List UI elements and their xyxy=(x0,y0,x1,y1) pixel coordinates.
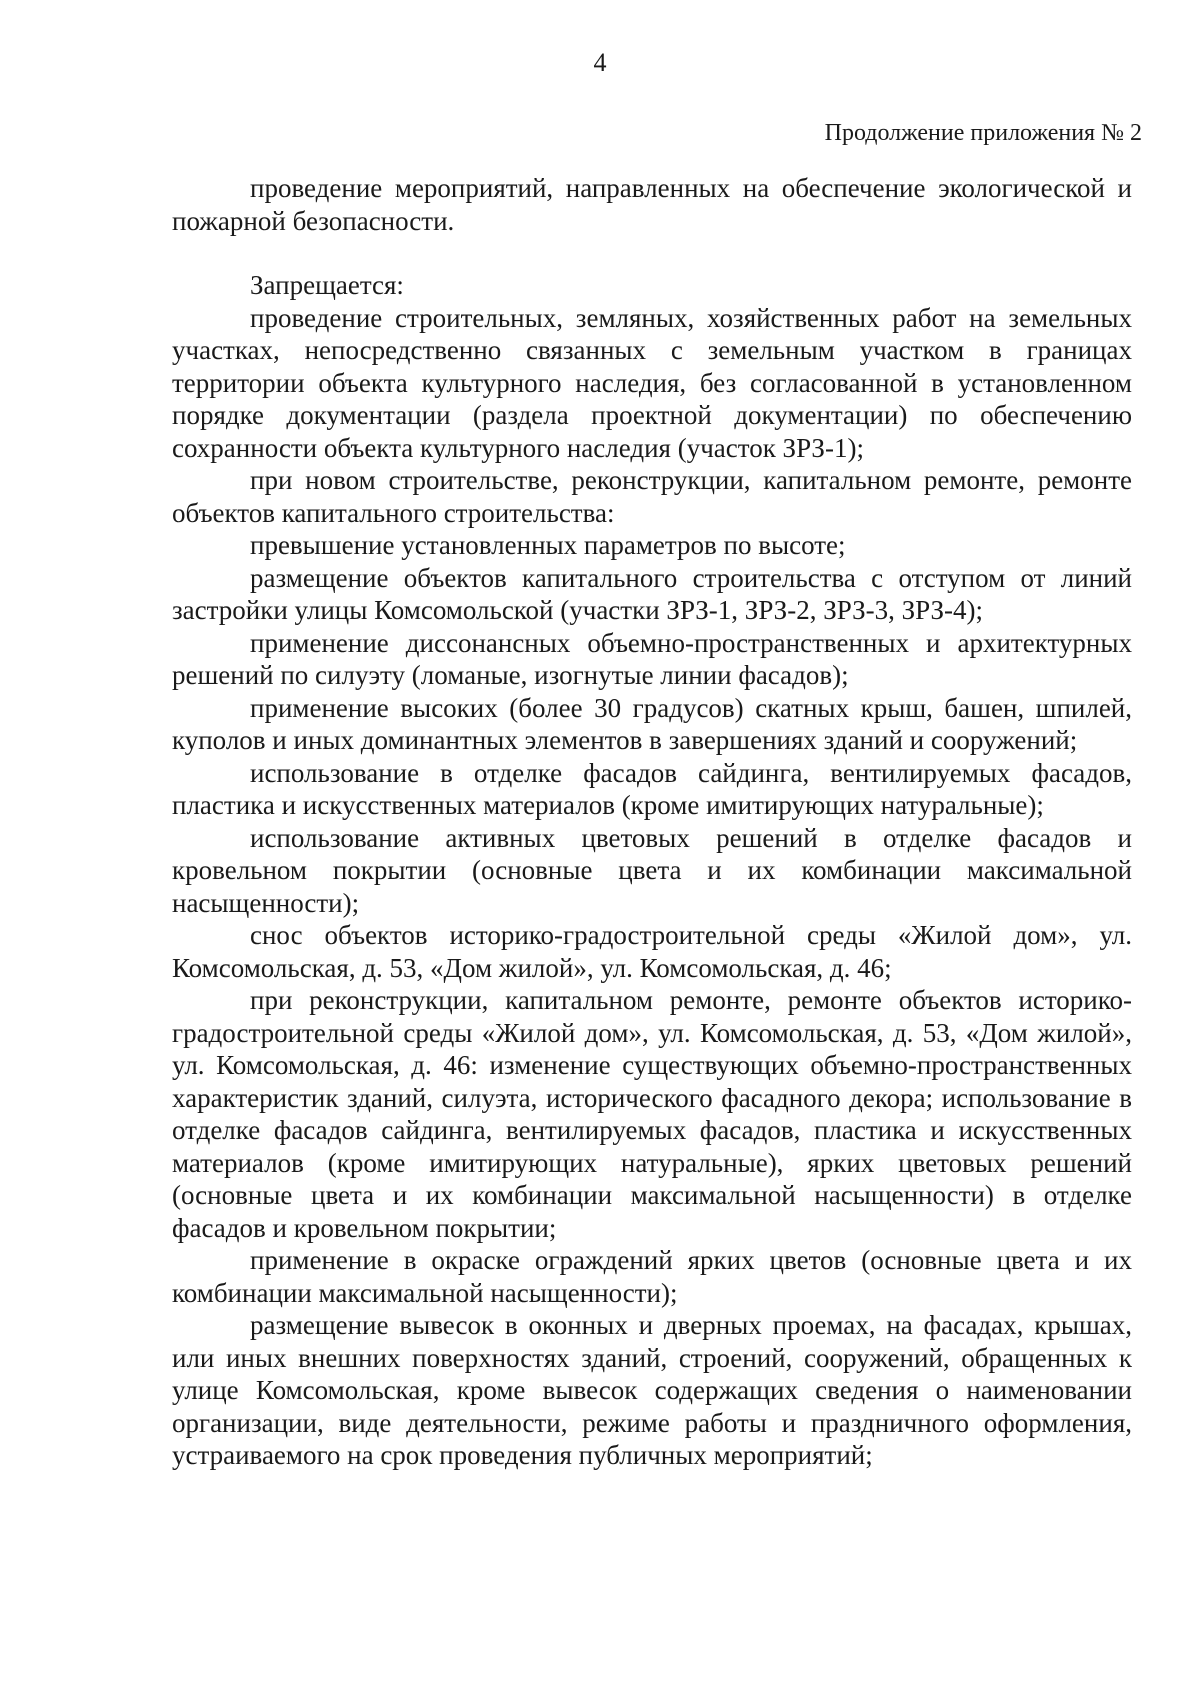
page-number: 4 xyxy=(593,48,607,77)
paragraph-signage: размещение вывесок в оконных и дверных проемах, на фасадах, крышах, или иных внешних поверхностях зданий, строений, сооружений, обращенных к улице Комсомольская, кроме вывесок содержащих сведения о наименовании организации, виде деятельности, режиме работы и праздничного оформления, устраиваемого на срок проведения публичных мероприятий; xyxy=(172,1310,1132,1470)
heading-prohibited: Запрещается: xyxy=(250,270,404,300)
paragraph-reconstruction: при реконструкции, капитальном ремонте, ремонте объектов историко-градостроительной среды «Жилой дом», ул. Комсомольская, д. 53, «Дом жилой», ул. Комсомольская, д. 46: изменение существующих объемно-пространственных характеристик зданий, силуэта, исторического фасадного декора; использование в отделке фасадов сайдинга, вентилируемых фасадов, пластика и искусственных материалов (кроме имитирующих натуральные), ярких цветовых решений (основные цвета и их комбинации максимальной насыщенности) в отделке фасадов и кровельном покрытии; xyxy=(172,985,1132,1243)
paragraph-earthworks: проведение строительных, земляных, хозяйственных работ на земельных участках, непосредственно связанных с земельным участком в границах территории объекта культурного наследия, без согласованной в установленном порядке документации (раздела проектной документации) по обеспечению сохранности объекта культурного наследия (участок ЗРЗ-1); xyxy=(172,302,1132,463)
paragraph-demolition: снос объектов историко-градостроительной среды «Жилой дом», ул. Комсомольская, д. 53, «Дом жилой», ул. Комсомольская, д. 46; xyxy=(172,920,1132,983)
paragraph-fence-colors: применение в окраске ограждений ярких цветов (основные цвета и их комбинации максимальной насыщенности); xyxy=(172,1245,1132,1308)
paragraph-siding: использование в отделке фасадов сайдинга, вентилируемых фасадов, пластика и искусственных материалов (кроме имитирующих натуральные); xyxy=(172,757,1132,820)
paragraph-new-construction: при новом строительстве, реконструкции, капитальном ремонте, ремонте объектов капитального строительства: xyxy=(172,465,1132,528)
paragraph-dissonant-solutions: применение диссонансных объемно-пространственных и архитектурных решений по силуэту (ломаные, изогнутые линии фасадов); xyxy=(172,627,1132,690)
appendix-continuation-label: Продолжение приложения № 2 xyxy=(824,120,1142,146)
paragraph-high-roofs: применение высоких (более 30 градусов) скатных крыш, башен, шпилей, куполов и иных доминантных элементов в завершениях зданий и сооружений; xyxy=(172,692,1132,755)
paragraph-active-colors: использование активных цветовых решений в отделке фасадов и кровельном покрытии (основные цвета и их комбинации максимальной насыщенности); xyxy=(172,822,1132,918)
document-body xyxy=(172,172,1132,1472)
paragraph-safety-measures: проведение мероприятий, направленных на обеспечение экологической и пожарной безопасности. xyxy=(172,173,1132,236)
paragraph-building-lines: размещение объектов капитального строительства с отступом от линий застройки улицы Комсомольской (участки ЗРЗ-1, ЗРЗ-2, ЗРЗ-3, ЗРЗ-4); xyxy=(172,562,1132,625)
paragraph-height-limits: превышение установленных параметров по высоте; xyxy=(250,530,846,560)
